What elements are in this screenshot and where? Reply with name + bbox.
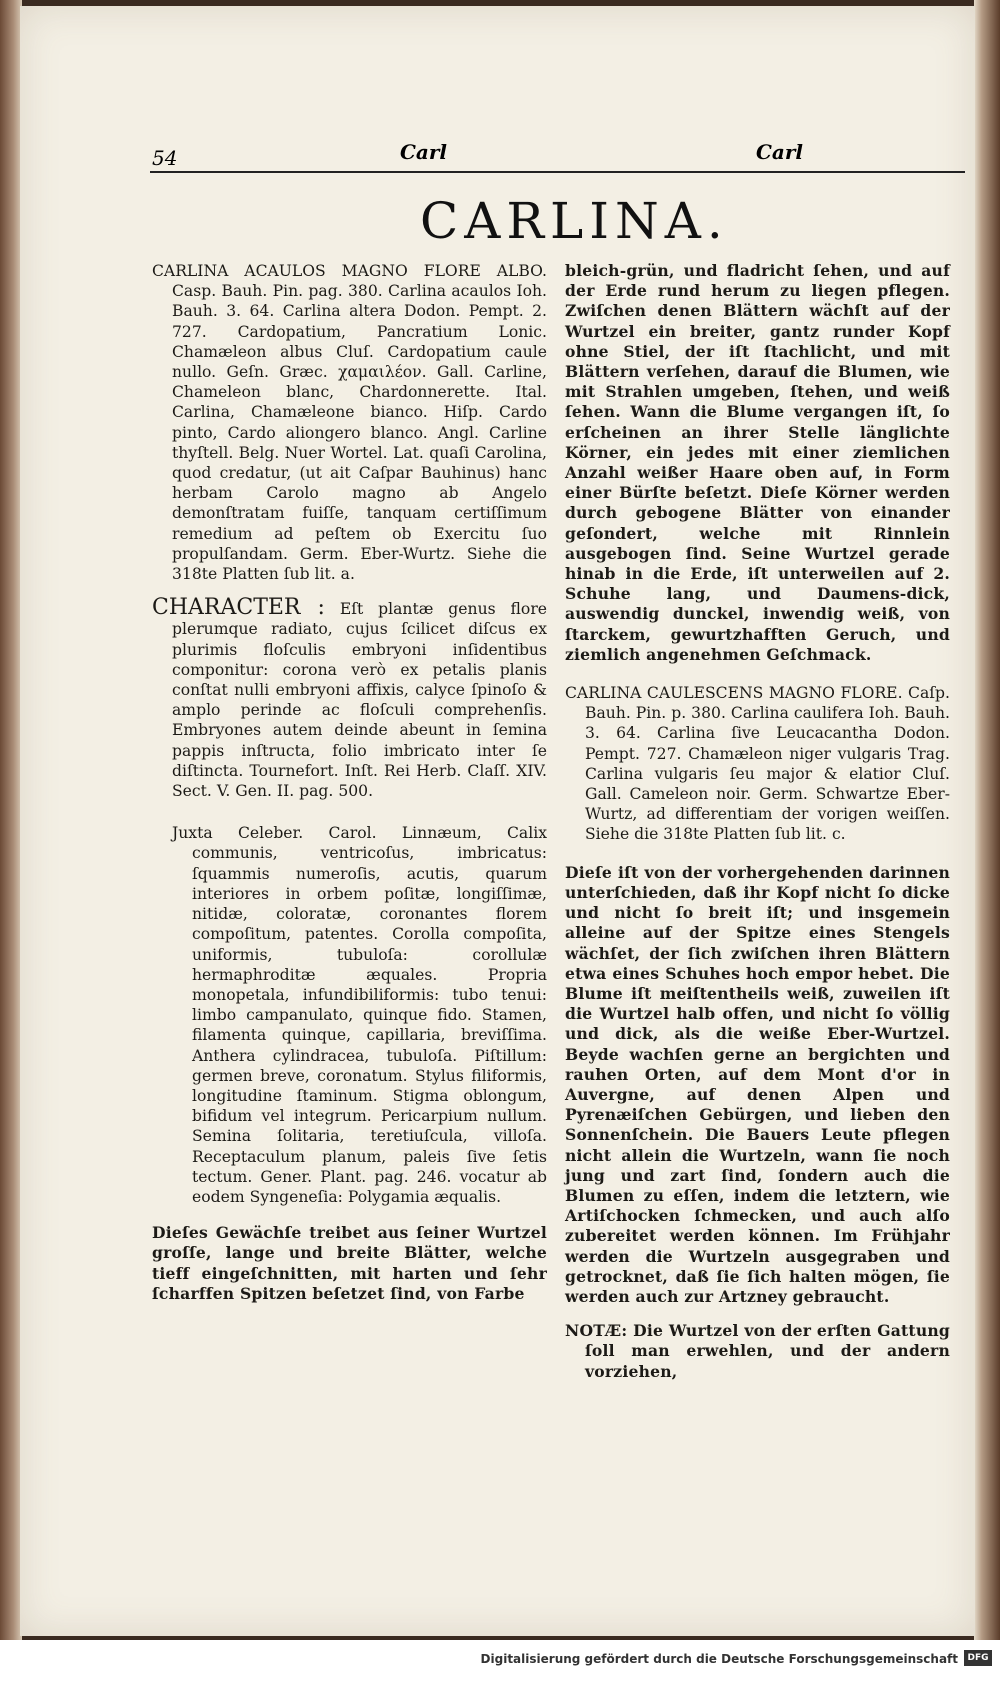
entry-carlina-caulescens: CARLINA CAULESCENS MAGNO FLORE. Caſp. Bauh. Pin. p. 380. Carlina caulifera Ioh. Bauh. 3. 64. Carlina ſive Leucacantha Dodon. Pempt. 727. Chamæleon niger vulgaris Trag. Carlina vulgaris ſeu major & elatior Cluſ. Gall. Cameleon noir. Germ. Schwartze Eber-Wurtz, ad differentiam der vorigen weiſſen. Siehe die 318te Platten ſub lit. c. — [565, 684, 950, 844]
german-description-2: Dieſe iſt von der vorhergehenden darinnen unterſchieden, daß ihr Kopf nicht ſo dicke und nicht ſo breit iſt; und insgemein alleine auf der Spitze eines Stengels wächſet, der ſich zwiſchen ihren Blättern etwa eines Schuhes hoch empor hebet. Die Blume iſt meiſtentheils weiß, zuweilen iſt die Wurtzel halb offen, und nicht ſo völlig und dick, als die weiße Eber-Wurtzel. Beyde wachſen gerne an bergichten und rauhen Orten, auf dem Mont d'or in Auvergne, auf denen Alpen und Pyrenæiſchen Gebürgen, und lieben den Sonnenſchein. Die Bauers Leute pflegen nicht allein die Wurtzeln, wann ſie noch jung und zart ſind, ſondern auch die Blumen zu eſſen, indem die letztern, wie Artiſchocken ſchmecken, und auch alſo zubereitet werden können. Im Frühjahr werden die Wurtzeln ausgegraben und getrocknet, daß ſie ſich halten mögen, ſie werden auch zur Artzney gebraucht. — [565, 862, 950, 1306]
book-page — [20, 6, 975, 1636]
german-description-continued: bleich-grün, und fladricht ſehen, und auf der Erde rund herum zu liegen pflegen. Zwiſchen denen Blättern wächſt auf der Wurtzel ein breiter, gantz runder Kopf ohne Stiel, der iſt ſtachlicht, und mit Blättern verſehen, darauf die Blumen, wie mit Strahlen umgeben, ſtehen, und weiß ſehen. Wann die Blume vergangen iſt, ſo erſcheinen an ihrer Stelle länglichte Körner, ein jedes mit einer ziemlichen Anzahl weißer Haare oben auf, in Form einer Bürſte beſetzt. Dieſe Körner werden durch gebogene Blätter von einander geſondert, welche mit Rinnlein ausgebogen ſind. Seine Wurtzel gerade hinab in die Erde, iſt unterweilen auf 2. Schuhe lang, und Daumens-dick, auswendig dunckel, inwendig weiß, von ſtarckem, gewurtzhafften Geruch, und ziemlich angenehmen Geſchmack. — [565, 261, 950, 664]
right-column — [565, 261, 950, 1382]
dfg-logo-icon: DFG — [964, 1650, 992, 1666]
notae-paragraph: NOTÆ: Die Wurtzel von der erſten Gattung ſoll man erwehlen, und der andern vorziehen, — [565, 1321, 950, 1381]
page-number: 54 — [152, 146, 178, 170]
book-edge-left — [0, 0, 22, 1640]
entry-carlina-acaulos: CARLINA ACAULOS MAGNO FLORE ALBO. Casp. Bauh. Pin. pag. 380. Carlina acaulos Ioh. Bauh. 3. 64. Carlina altera Dodon. Pempt. 2. 727. Cardopatium, Pancratium Lonic. Chamæleon albus Cluſ. Cardopatium caule nullo. Geſn. Græc. χαμαιλέον. Gall. Carline, Chameleon blanc, Chardonnerette. Ital. Carlina, Chamæleone bianco. Hiſp. Cardo pinto, Cardo aliongero blanco. Angl. Carline thyſtell. Belg. Nuer Wortel. Lat. quaſi Carolina, quod credatur, (ut ait Caſpar Bauhinus) hanc herbam Carolo magno ab Angelo demonſtratam fuiſſe, tanquam certiſſimum remedium ad peſtem ob Exercitu ſuo propulſandam. Germ. Eber-Wurtz. Siehe die 318te Platten ſub lit. a. — [152, 262, 547, 584]
german-description: Dieſes Gewächſe treibet aus ſeiner Wurtzel groſſe, lange und breite Blätter, welche tieff eingeſchnitten, mit harten und ſehr ſcharffen Spitzen beſetzet ſind, von Farbe — [152, 1223, 547, 1303]
book-edge-right — [974, 0, 1000, 1640]
linnaeus-description: Juxta Celeber. Carol. Linnæum, Calix communis, ventricoſus, imbricatus: ſquammis numeroſis, acutis, quarum interiores in orbem poſitæ, longiſſimæ, nitidæ, coloratæ, coronantes florem compoſitum, patentes. Corolla compoſita, uniformis, tubuloſa: corollulæ hermaphroditæ æquales. Propria monopetala, infundibiliformis: tubo tenui: limbo campanulato, quinque fido. Stamen, filamenta quinque, capillaria, breviſſima. Anthera cylindracea, tubuloſa. Piſtillum: germen breve, coronatum. Stylus filiformis, longitudine ſtaminum. Stigma oblongum, bifidum vel integrum. Pericarpium nullum. Semina ſolitaria, teretiuſcula, villoſa. Receptaculum planum, paleis ſive ſetis tectum. Gener. Plant. pag. 246. vocatur ab eodem Syngeneſia: Polygamia æqualis. — [172, 824, 547, 1206]
running-head-left: Carl — [400, 140, 448, 164]
character-text: Eſt plantæ genus flore plerumque radiato, cujus ſcilicet diſcus ex plurimis floſculis embryoni inſidentibus componitur: corona verò ex petalis planis conſtat nulli embryoni affixis, calyce ſpinoſo & amplo perinde ac floſculi comprehenſis. Embryones autem deinde abeunt in ſemina pappis inſtructa, folio imbricato inter ſe diſtincta. Tournefort. Inſt. Rei Herb. Claſſ. XIV. Sect. V. Gen. II. pag. 500. — [172, 600, 548, 801]
left-column — [152, 261, 547, 1304]
character-label: CHARACTER : — [152, 595, 325, 621]
character-paragraph — [152, 595, 548, 801]
running-head-right: Carl — [756, 140, 804, 164]
footer-bar — [0, 1640, 1000, 1683]
header-rule-left — [150, 171, 280, 173]
funding-credit: Digitalisierung gefördert durch die Deutsche Forschungsgemeinschaft — [480, 1652, 958, 1666]
page-title: CARLINA. — [420, 192, 729, 250]
header-rule-right — [275, 171, 965, 173]
